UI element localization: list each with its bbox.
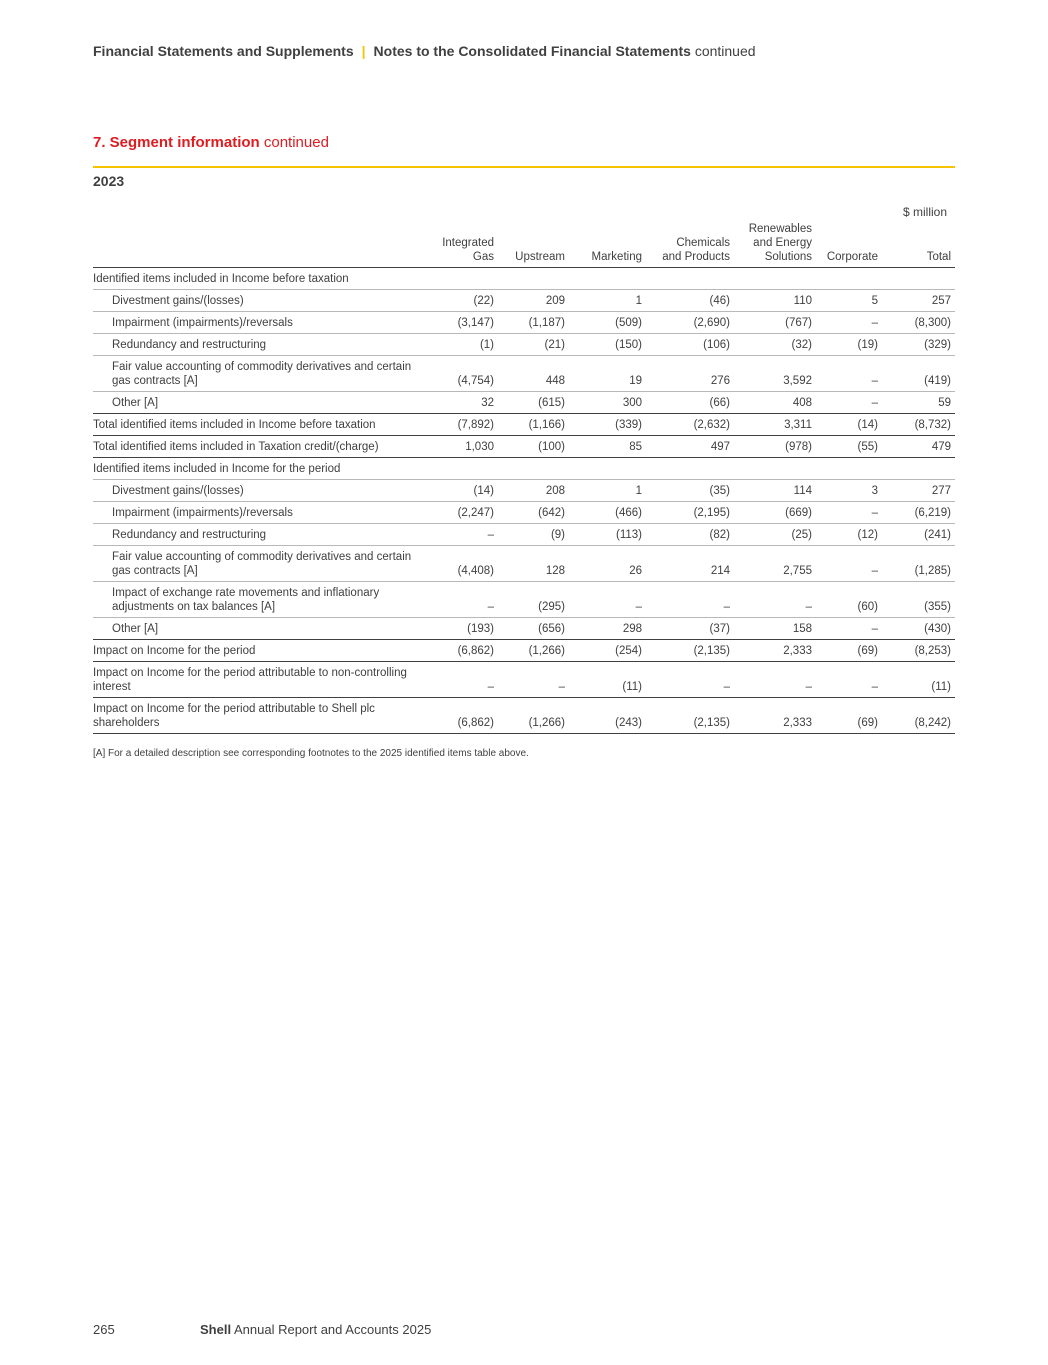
cell-value: 85 [569, 436, 646, 458]
cell-value: (254) [569, 640, 646, 662]
column-header: Total [882, 222, 955, 268]
cell-value: – [498, 662, 569, 698]
cell-value: 3 [816, 480, 882, 502]
cell-value: 2,333 [734, 640, 816, 662]
cell-value: 158 [734, 618, 816, 640]
row-label: Divestment gains/(losses) [93, 480, 423, 502]
cell-value: 1 [569, 290, 646, 312]
column-header: Upstream [498, 222, 569, 268]
table-row [93, 546, 955, 582]
section-title [93, 134, 329, 151]
cell-value: (37) [646, 618, 734, 640]
cell-value: (11) [569, 662, 646, 698]
table-row [93, 502, 955, 524]
table-row [93, 312, 955, 334]
cell-value: 110 [734, 290, 816, 312]
cell-value: – [816, 546, 882, 582]
cell-value: 2,755 [734, 546, 816, 582]
cell-value: 3,592 [734, 356, 816, 392]
cell-value: (3,147) [423, 312, 498, 334]
cell-value: (339) [569, 414, 646, 436]
table-row [93, 458, 955, 480]
cell-value: (1,187) [498, 312, 569, 334]
cell-value: – [816, 502, 882, 524]
cell-value: (355) [882, 582, 955, 618]
table-footnote: [A] For a detailed description see corresponding footnotes to the 2025 identified items table above. [93, 748, 529, 759]
cell-value: – [423, 582, 498, 618]
footer-title: Annual Report and Accounts 2025 [233, 1322, 432, 1337]
column-header: Renewables and Energy Solutions [734, 222, 816, 268]
cell-value: (767) [734, 312, 816, 334]
cell-value: – [816, 312, 882, 334]
cell-value: 497 [646, 436, 734, 458]
cell-value: (12) [816, 524, 882, 546]
table-row [93, 414, 955, 436]
cell-value: (22) [423, 290, 498, 312]
row-label: Total identified items included in Income before taxation [93, 414, 423, 436]
table-row [93, 582, 955, 618]
cell-value: (8,242) [882, 698, 955, 734]
cell-value: 298 [569, 618, 646, 640]
header-section: Financial Statements and Supplements [93, 43, 354, 59]
cell-value: (2,632) [646, 414, 734, 436]
cell-value: (4,754) [423, 356, 498, 392]
section-rule [93, 166, 955, 168]
column-header: Integrated Gas [423, 222, 498, 268]
row-label: Impact on Income for the period attributable to non-controlling interest [93, 662, 423, 698]
row-label: Impairment (impairments)/reversals [93, 502, 423, 524]
cell-value: (150) [569, 334, 646, 356]
column-header: Marketing [569, 222, 646, 268]
cell-value: (6,862) [423, 640, 498, 662]
cell-value: (243) [569, 698, 646, 734]
row-label: Other [A] [93, 618, 423, 640]
row-label: Redundancy and restructuring [93, 334, 423, 356]
row-label: Total identified items included in Taxation credit/(charge) [93, 436, 423, 458]
cell-value: (4,408) [423, 546, 498, 582]
cell-value: (66) [646, 392, 734, 414]
column-header: Chemicals and Products [646, 222, 734, 268]
cell-value: (2,135) [646, 640, 734, 662]
cell-value: (978) [734, 436, 816, 458]
table-row [93, 618, 955, 640]
cell-value: (100) [498, 436, 569, 458]
cell-value: (466) [569, 502, 646, 524]
table-row [93, 334, 955, 356]
cell-value: 408 [734, 392, 816, 414]
cell-value: 1,030 [423, 436, 498, 458]
cell-value: (1,266) [498, 698, 569, 734]
cell-value: (1,285) [882, 546, 955, 582]
cell-value: 59 [882, 392, 955, 414]
cell-value: (656) [498, 618, 569, 640]
row-label: Identified items included in Income before taxation [93, 268, 955, 290]
cell-value: – [569, 582, 646, 618]
cell-value: (60) [816, 582, 882, 618]
cell-value: (69) [816, 640, 882, 662]
cell-value: (7,892) [423, 414, 498, 436]
table-unit: $ million [902, 205, 947, 219]
table-row [93, 698, 955, 734]
page-number: 265 [93, 1322, 115, 1337]
cell-value: – [816, 618, 882, 640]
cell-value: (8,732) [882, 414, 955, 436]
cell-value: 479 [882, 436, 955, 458]
cell-value: (32) [734, 334, 816, 356]
cell-value: – [734, 662, 816, 698]
cell-value: (642) [498, 502, 569, 524]
cell-value: (14) [423, 480, 498, 502]
cell-value: – [734, 582, 816, 618]
cell-value: (509) [569, 312, 646, 334]
cell-value: (329) [882, 334, 955, 356]
cell-value: – [423, 662, 498, 698]
table-row [93, 524, 955, 546]
cell-value: (295) [498, 582, 569, 618]
cell-value: – [646, 582, 734, 618]
cell-value: 2,333 [734, 698, 816, 734]
cell-value: – [816, 356, 882, 392]
cell-value: (2,135) [646, 698, 734, 734]
cell-value: (6,219) [882, 502, 955, 524]
cell-value: (35) [646, 480, 734, 502]
cell-value: (2,195) [646, 502, 734, 524]
column-header-label [93, 222, 423, 268]
cell-value: 209 [498, 290, 569, 312]
cell-value: (69) [816, 698, 882, 734]
cell-value: – [816, 392, 882, 414]
row-label: Other [A] [93, 392, 423, 414]
header-subsection: Notes to the Consolidated Financial Statements [373, 43, 691, 59]
row-label: Impairment (impairments)/reversals [93, 312, 423, 334]
cell-value: (430) [882, 618, 955, 640]
table-header-row [93, 222, 955, 268]
cell-value: (193) [423, 618, 498, 640]
cell-value: 128 [498, 546, 569, 582]
cell-value: (615) [498, 392, 569, 414]
row-label: Impact on Income for the period attributable to Shell plc shareholders [93, 698, 423, 734]
cell-value: 3,311 [734, 414, 816, 436]
cell-value: (21) [498, 334, 569, 356]
cell-value: 214 [646, 546, 734, 582]
cell-value: (1,266) [498, 640, 569, 662]
table-row [93, 480, 955, 502]
cell-value: 1 [569, 480, 646, 502]
header-separator: | [361, 43, 366, 59]
cell-value: (25) [734, 524, 816, 546]
cell-value: (2,690) [646, 312, 734, 334]
footer-brand: Shell [200, 1322, 232, 1337]
cell-value: – [816, 662, 882, 698]
cell-value: (46) [646, 290, 734, 312]
cell-value: (2,247) [423, 502, 498, 524]
cell-value: (1,166) [498, 414, 569, 436]
row-label: Divestment gains/(losses) [93, 290, 423, 312]
cell-value: (11) [882, 662, 955, 698]
table-row [93, 392, 955, 414]
cell-value: (6,862) [423, 698, 498, 734]
cell-value: (113) [569, 524, 646, 546]
row-label: Identified items included in Income for the period [93, 458, 955, 480]
cell-value: 208 [498, 480, 569, 502]
table-row [93, 268, 955, 290]
cell-value: 300 [569, 392, 646, 414]
row-label: Redundancy and restructuring [93, 524, 423, 546]
cell-value: (419) [882, 356, 955, 392]
cell-value: 32 [423, 392, 498, 414]
table-row [93, 290, 955, 312]
table-row [93, 640, 955, 662]
row-label: Impact of exchange rate movements and inflationary adjustments on tax balances [A] [93, 582, 423, 618]
table-year: 2023 [93, 173, 125, 189]
cell-value: (55) [816, 436, 882, 458]
cell-value: (241) [882, 524, 955, 546]
cell-value: (9) [498, 524, 569, 546]
cell-value: 448 [498, 356, 569, 392]
cell-value: (14) [816, 414, 882, 436]
running-header [93, 43, 756, 59]
cell-value: 276 [646, 356, 734, 392]
header-continued: continued [694, 43, 756, 59]
cell-value: 114 [734, 480, 816, 502]
cell-value: 257 [882, 290, 955, 312]
cell-value: 5 [816, 290, 882, 312]
cell-value: (669) [734, 502, 816, 524]
cell-value: (19) [816, 334, 882, 356]
table-row [93, 662, 955, 698]
cell-value: (8,300) [882, 312, 955, 334]
cell-value: – [423, 524, 498, 546]
cell-value: (106) [646, 334, 734, 356]
section-continued: continued [263, 134, 329, 151]
row-label: Fair value accounting of commodity derivatives and certain gas contracts [A] [93, 356, 423, 392]
row-label: Impact on Income for the period [93, 640, 423, 662]
cell-value: (1) [423, 334, 498, 356]
cell-value: 19 [569, 356, 646, 392]
column-header: Corporate [816, 222, 882, 268]
row-label: Fair value accounting of commodity derivatives and certain gas contracts [A] [93, 546, 423, 582]
table-row [93, 436, 955, 458]
cell-value: 26 [569, 546, 646, 582]
page-footer [93, 1322, 431, 1337]
cell-value: (82) [646, 524, 734, 546]
cell-value: 277 [882, 480, 955, 502]
cell-value: (8,253) [882, 640, 955, 662]
section-title-text: 7. Segment information [93, 134, 260, 151]
cell-value: – [646, 662, 734, 698]
segment-identified-items-table [93, 222, 955, 734]
table-row [93, 356, 955, 392]
